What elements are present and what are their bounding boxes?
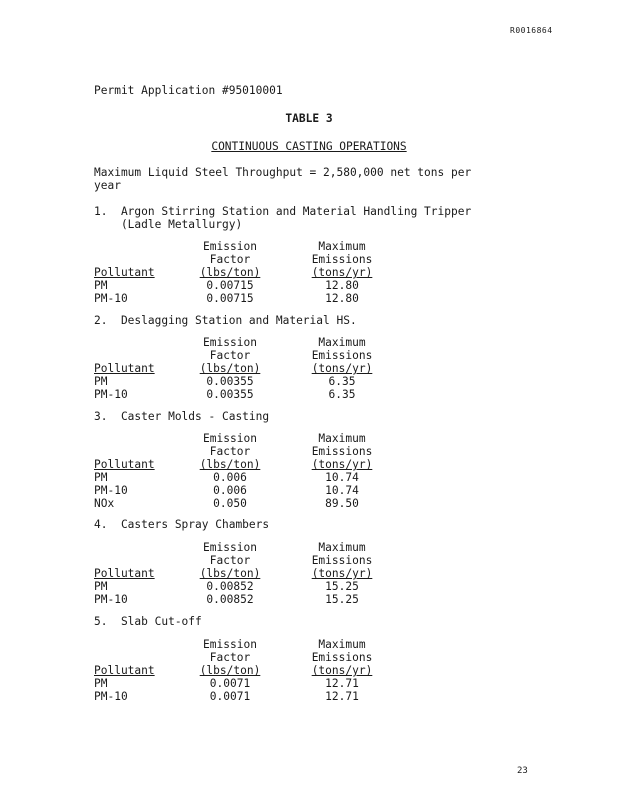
table-row-emissions: 89.50 — [325, 497, 359, 510]
section-5-title: 5. Slab Cut-off — [94, 615, 202, 628]
header-max-2: Emissions — [311, 554, 373, 567]
header-factor-3: (lbs/ton) — [199, 664, 261, 677]
header-max-1: Maximum — [318, 541, 366, 554]
header-pollutant: Pollutant — [94, 362, 155, 375]
table-row-factor: 0.00852 — [206, 593, 254, 606]
table-row-pollutant: PM-10 — [94, 388, 128, 401]
table-row-pollutant: PM-10 — [94, 484, 128, 497]
header-factor-2: Factor — [209, 554, 251, 567]
table-row-emissions: 12.80 — [325, 279, 359, 292]
table-title: CONTINUOUS CASTING OPERATIONS — [211, 140, 407, 153]
header-factor-3: (lbs/ton) — [199, 266, 261, 279]
table-row-factor: 0.006 — [213, 484, 247, 497]
table-row-factor: 0.050 — [213, 497, 247, 510]
section-3-title: 3. Caster Molds - Casting — [94, 410, 270, 423]
table-row-pollutant: PM — [94, 279, 108, 292]
section-4-title: 4. Casters Spray Chambers — [94, 518, 270, 531]
header-factor-1: Emission — [203, 432, 257, 445]
section-1-subtitle: (Ladle Metallurgy) — [94, 218, 243, 231]
header-factor-3: (lbs/ton) — [199, 567, 261, 580]
header-max-1: Maximum — [318, 638, 366, 651]
header-max-2: Emissions — [311, 253, 373, 266]
header-max-3: (tons/yr) — [311, 458, 373, 471]
header-pollutant: Pollutant — [94, 664, 155, 677]
header-max-1: Maximum — [318, 432, 366, 445]
table-row-factor: 0.00715 — [206, 279, 254, 292]
header-pollutant: Pollutant — [94, 458, 155, 471]
table-row-emissions: 12.71 — [325, 677, 359, 690]
header-max-1: Maximum — [318, 336, 366, 349]
table-row-emissions: 15.25 — [325, 593, 359, 606]
table-row-factor: 0.00355 — [206, 388, 254, 401]
header-factor-1: Emission — [203, 240, 257, 253]
header-max-3: (tons/yr) — [311, 567, 373, 580]
throughput-line-1: Maximum Liquid Steel Throughput = 2,580,000 net tons per — [94, 166, 472, 179]
document-id: R0016864 — [510, 26, 553, 35]
header-max-2: Emissions — [311, 349, 373, 362]
table-row-pollutant: PM — [94, 375, 108, 388]
table-row-pollutant: PM-10 — [94, 690, 128, 703]
section-2-title: 2. Deslagging Station and Material HS. — [94, 314, 357, 327]
throughput-line-2: year — [94, 179, 121, 192]
table-row-emissions: 15.25 — [325, 580, 359, 593]
table-row-factor: 0.00355 — [206, 375, 254, 388]
table-row-pollutant: NOx — [94, 497, 115, 510]
table-row-emissions: 6.35 — [328, 375, 356, 388]
table-row-pollutant: PM — [94, 677, 108, 690]
header-factor-2: Factor — [209, 445, 251, 458]
table-row-emissions: 12.71 — [325, 690, 359, 703]
table-row-emissions: 6.35 — [328, 388, 356, 401]
table-row-factor: 0.0071 — [209, 690, 251, 703]
header-factor-1: Emission — [203, 336, 257, 349]
table-row-factor: 0.00852 — [206, 580, 254, 593]
table-row-pollutant: PM — [94, 580, 108, 593]
header-pollutant: Pollutant — [94, 567, 155, 580]
table-row-pollutant: PM — [94, 471, 108, 484]
header-pollutant: Pollutant — [94, 266, 155, 279]
table-row-factor: 0.0071 — [209, 677, 251, 690]
header-max-3: (tons/yr) — [311, 664, 373, 677]
header-factor-3: (lbs/ton) — [199, 362, 261, 375]
header-factor-1: Emission — [203, 541, 257, 554]
header-max-2: Emissions — [311, 651, 373, 664]
header-factor-2: Factor — [209, 651, 251, 664]
table-row-pollutant: PM-10 — [94, 593, 128, 606]
header-max-3: (tons/yr) — [311, 362, 373, 375]
table-row-factor: 0.006 — [213, 471, 247, 484]
table-row-pollutant: PM-10 — [94, 292, 128, 305]
table-row-emissions: 12.80 — [325, 292, 359, 305]
header-factor-2: Factor — [209, 253, 251, 266]
header-factor-1: Emission — [203, 638, 257, 651]
header-max-3: (tons/yr) — [311, 266, 373, 279]
page-number: 23 — [517, 766, 528, 776]
header-max-2: Emissions — [311, 445, 373, 458]
section-1-title: 1. Argon Stirring Station and Material Handling Tripper — [94, 205, 472, 218]
header-max-1: Maximum — [318, 240, 366, 253]
permit-application-line: Permit Application #95010001 — [94, 84, 283, 97]
table-row-factor: 0.00715 — [206, 292, 254, 305]
table-row-emissions: 10.74 — [325, 471, 359, 484]
table-label: TABLE 3 — [285, 112, 333, 125]
header-factor-3: (lbs/ton) — [199, 458, 261, 471]
table-row-emissions: 10.74 — [325, 484, 359, 497]
header-factor-2: Factor — [209, 349, 251, 362]
